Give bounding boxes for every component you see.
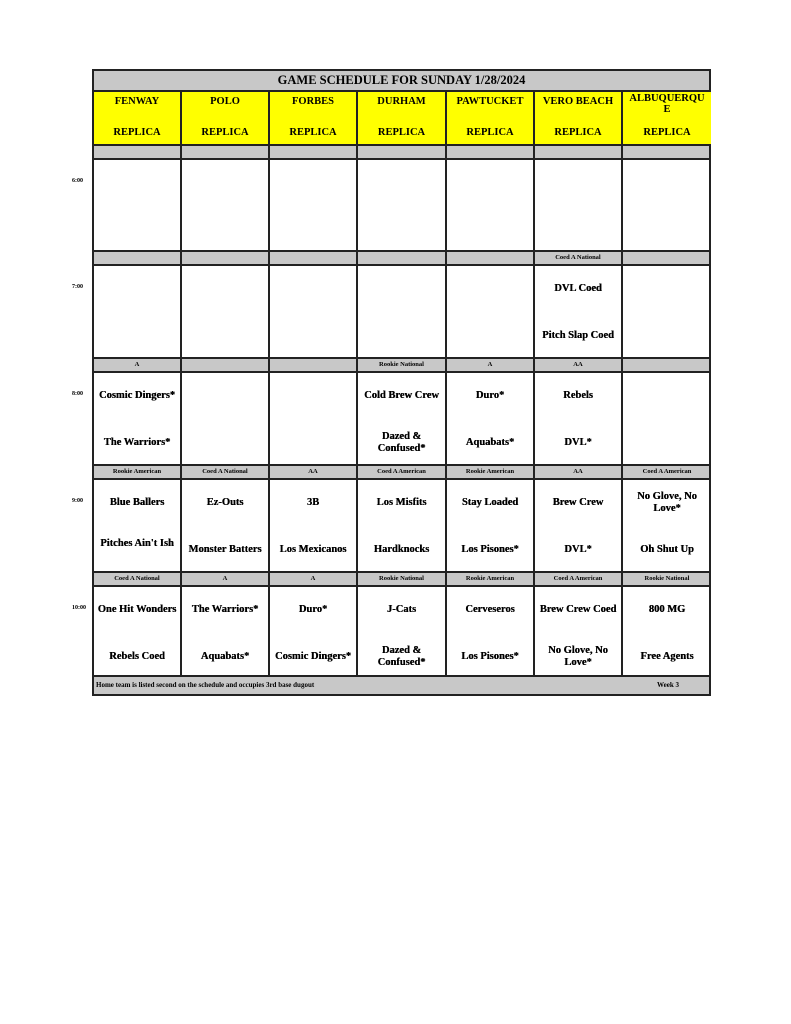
division-label: Rookie American (447, 466, 535, 478)
division-row (94, 571, 709, 587)
game-cell (447, 160, 535, 251)
away-team: DVL Coed (554, 283, 602, 294)
game-cell (623, 160, 711, 251)
field-header (94, 92, 182, 144)
game-cell (535, 480, 623, 571)
game-cell (358, 480, 447, 571)
field-subtitle: REPLICA (643, 127, 691, 138)
home-team: Dazed & Confused* (377, 645, 426, 668)
game-cell (94, 373, 182, 464)
game-cell (535, 266, 623, 357)
field-name: FORBES (291, 96, 334, 107)
game-cell (358, 160, 447, 251)
time-label: 8:00 (72, 391, 83, 397)
game-cell (94, 587, 182, 678)
away-team: Brew Crew (552, 497, 604, 508)
time-label: 7:00 (72, 284, 83, 290)
division-label: AA (535, 466, 623, 478)
game-cell (94, 266, 182, 357)
division-label (94, 252, 182, 264)
field-subtitle: REPLICA (113, 127, 161, 138)
away-team: J-Cats (386, 604, 417, 615)
game-cell (623, 373, 711, 464)
division-row (94, 144, 709, 160)
field-name: VERO BEACH (542, 96, 614, 107)
home-team: Los Mexicanos (279, 544, 347, 555)
division-label: Rookie National (358, 359, 447, 371)
away-team: One Hit Wonders (97, 604, 177, 615)
home-team: DVL* (564, 544, 592, 555)
home-team: DVL* (564, 437, 592, 448)
away-team: Cosmic Dingers* (98, 390, 176, 401)
away-team: Duro* (475, 390, 505, 401)
division-label (182, 359, 270, 371)
division-label (535, 146, 623, 158)
game-cell (270, 160, 358, 251)
division-label: AA (535, 359, 623, 371)
field-name: PAWTUCKET (456, 96, 524, 107)
field-name: POLO (210, 96, 240, 107)
away-team: 3B (306, 497, 320, 508)
division-label (182, 146, 270, 158)
division-label (270, 146, 358, 158)
home-team: Free Agents (640, 651, 694, 662)
game-cell (447, 587, 535, 678)
field-header (623, 92, 711, 144)
home-team: The Warriors* (103, 437, 171, 448)
division-label: Rookie American (94, 466, 182, 478)
game-cell (358, 266, 447, 357)
game-cell (623, 587, 711, 678)
home-team: Cosmic Dingers* (274, 651, 352, 662)
away-team: Los Misfits (376, 497, 427, 508)
game-cell (535, 587, 623, 678)
division-label: Coed A American (535, 573, 623, 585)
division-label: Coed A National (535, 252, 623, 264)
division-label: Coed A National (182, 466, 270, 478)
home-team: No Glove, No Love* (548, 645, 608, 668)
game-cell (535, 373, 623, 464)
division-label (447, 146, 535, 158)
field-header (358, 92, 447, 144)
game-cell (182, 373, 270, 464)
division-label (270, 359, 358, 371)
division-label: A (182, 573, 270, 585)
schedule-title: GAME SCHEDULE FOR SUNDAY 1/28/2024 (94, 71, 709, 92)
field-name: DURHAM (377, 96, 426, 107)
division-row (94, 357, 709, 373)
division-label: A (270, 573, 358, 585)
division-label (623, 359, 711, 371)
away-team: Rebels (563, 390, 593, 401)
field-subtitle: REPLICA (289, 127, 337, 138)
away-team: Ez-Outs (206, 497, 244, 508)
game-cell (94, 160, 182, 251)
division-label (270, 252, 358, 264)
schedule-table (92, 69, 711, 696)
time-label: 9:00 (72, 498, 83, 504)
division-label (182, 252, 270, 264)
division-label: AA (270, 466, 358, 478)
footer-note: Home team is listed second on the schedule and occupies 3rd base dugout (96, 681, 315, 689)
home-team: Pitch Slap Coed (542, 330, 614, 341)
away-team: Brew Crew Coed (539, 604, 617, 615)
field-header (182, 92, 270, 144)
away-team: Cold Brew Crew (364, 390, 439, 401)
home-team: Hardknocks (373, 544, 430, 555)
game-cell (358, 587, 447, 678)
time-label: 6:00 (72, 178, 83, 184)
division-label: Rookie National (358, 573, 447, 585)
away-team: The Warriors* (191, 604, 259, 615)
division-label (358, 252, 447, 264)
home-team: Dazed & Confused* (377, 431, 426, 454)
game-cell (94, 480, 182, 571)
home-team: Aquabats* (465, 437, 515, 448)
field-subtitle: REPLICA (201, 127, 249, 138)
division-label: A (447, 359, 535, 371)
division-label (623, 252, 711, 264)
game-cell (535, 160, 623, 251)
game-cell (447, 266, 535, 357)
home-team: Monster Batters (188, 544, 262, 555)
division-label: Coed A American (358, 466, 447, 478)
home-team: Rebels Coed (109, 651, 165, 662)
field-header (447, 92, 535, 144)
field-header (270, 92, 358, 144)
footer (94, 675, 709, 694)
division-label: Coed A National (94, 573, 182, 585)
field-subtitle: REPLICA (554, 127, 602, 138)
home-team: Los Pisones* (461, 651, 519, 662)
field-subtitle: REPLICA (466, 127, 514, 138)
away-team: Blue Ballers (109, 497, 165, 508)
game-cell (447, 480, 535, 571)
game-cell (447, 373, 535, 464)
home-team: Pitches Ain't Ish (100, 538, 174, 549)
away-team: Cerveseros (465, 604, 515, 615)
field-name: ALBUQUERQU E (629, 93, 705, 115)
away-team: 800 MG (648, 604, 686, 615)
field-subtitle: REPLICA (377, 127, 426, 138)
away-team: Duro* (298, 604, 328, 615)
division-label: Coed A American (642, 468, 692, 475)
division-label (623, 146, 711, 158)
away-team: Stay Loaded (461, 497, 519, 508)
division-label: Rookie American (447, 573, 535, 585)
game-cell (270, 266, 358, 357)
game-cell (623, 266, 711, 357)
game-cell (182, 480, 270, 571)
game-cell (182, 266, 270, 357)
division-label: A (94, 359, 182, 371)
game-cell (270, 480, 358, 571)
home-team: Los Pisones* (461, 544, 519, 555)
division-row (94, 250, 709, 266)
home-team: Oh Shut Up (640, 544, 694, 555)
game-cell (270, 373, 358, 464)
field-name: FENWAY (114, 96, 160, 107)
division-label (94, 146, 182, 158)
away-team: No Glove, No Love* (637, 491, 697, 514)
field-header (535, 92, 623, 144)
week-label: Week 3 (657, 681, 679, 689)
time-label: 10:00 (72, 605, 86, 611)
game-cell (623, 480, 711, 571)
division-label (358, 146, 447, 158)
game-cell (182, 587, 270, 678)
game-cell (270, 587, 358, 678)
division-row (94, 464, 709, 480)
game-cell (358, 373, 447, 464)
division-label (447, 252, 535, 264)
game-cell (182, 160, 270, 251)
division-label: Rookie National (644, 575, 690, 582)
home-team: Aquabats* (200, 651, 250, 662)
